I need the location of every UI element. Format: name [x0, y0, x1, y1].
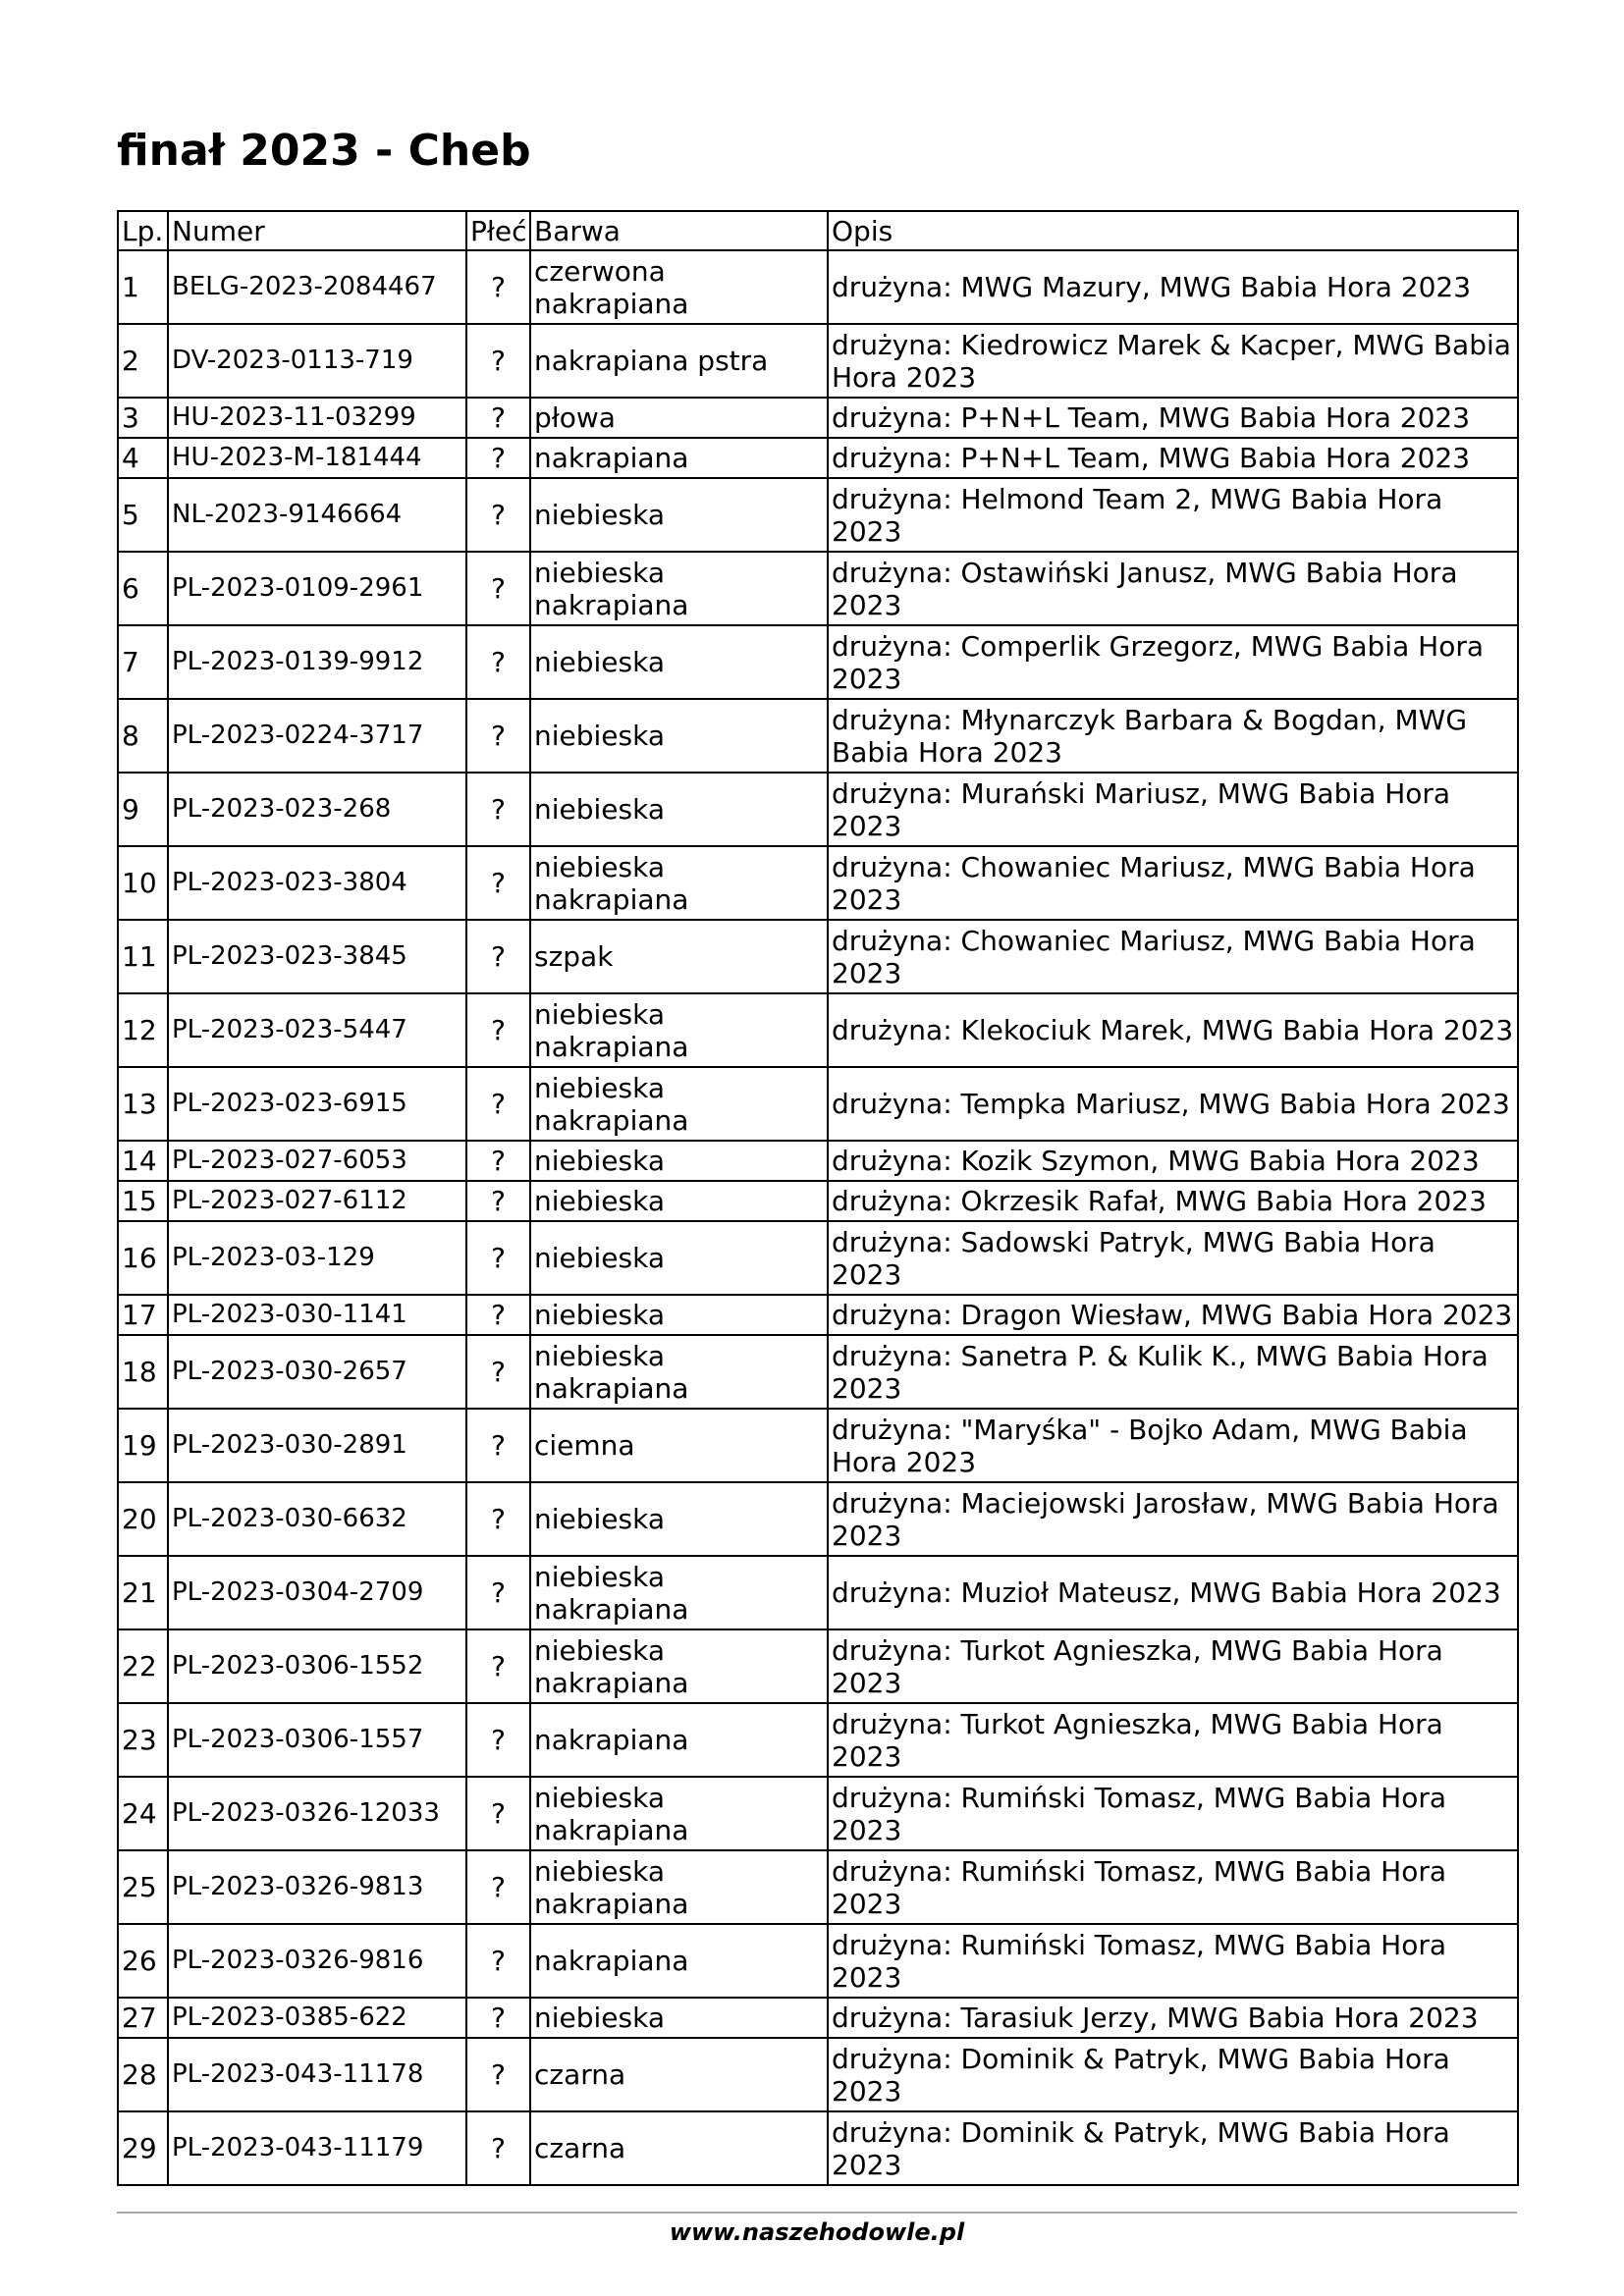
cell-opis: drużyna: Kozik Szymon, MWG Babia Hora 2023 [828, 1141, 1518, 1181]
cell-opis: drużyna: Comperlik Grzegorz, MWG Babia Hora 2023 [828, 625, 1518, 699]
cell-lp: 3 [118, 398, 168, 438]
cell-opis: drużyna: Okrzesik Rafał, MWG Babia Hora 2023 [828, 1181, 1518, 1221]
cell-plec: ? [466, 1924, 530, 1998]
table-row [118, 1924, 1518, 1998]
table-row [118, 1335, 1518, 1409]
cell-lp: 4 [118, 438, 168, 478]
cell-plec: ? [466, 438, 530, 478]
cell-opis: drużyna: Turkot Agnieszka, MWG Babia Hora 2023 [828, 1629, 1518, 1703]
table-row [118, 1777, 1518, 1850]
table-row [118, 478, 1518, 552]
cell-plec: ? [466, 398, 530, 438]
cell-opis: drużyna: Turkot Agnieszka, MWG Babia Hora 2023 [828, 1703, 1518, 1777]
cell-opis: drużyna: Tarasiuk Jerzy, MWG Babia Hora 2023 [828, 1998, 1518, 2038]
cell-opis: drużyna: Młynarczyk Barbara & Bogdan, MWG Babia Hora 2023 [828, 699, 1518, 773]
pigeon-table [117, 210, 1519, 2186]
cell-barwa: niebieska nakrapiana [530, 1777, 828, 1850]
cell-lp: 23 [118, 1703, 168, 1777]
footer-url: www.naszehodowle.pl [669, 2218, 965, 2246]
cell-numer: PL-2023-0109-2961 [168, 552, 466, 625]
table-row [118, 2111, 1518, 2185]
cell-plec: ? [466, 1221, 530, 1295]
cell-barwa: niebieska nakrapiana [530, 1629, 828, 1703]
header-numer: Numer [168, 211, 466, 250]
table-header-row [118, 211, 1518, 250]
cell-barwa: niebieska [530, 1181, 828, 1221]
cell-barwa: niebieska nakrapiana [530, 552, 828, 625]
cell-numer: PL-2023-0326-12033 [168, 1777, 466, 1850]
cell-numer: PL-2023-030-6632 [168, 1482, 466, 1556]
cell-barwa: czerwona nakrapiana [530, 250, 828, 324]
table-row [118, 1850, 1518, 1924]
table-row [118, 1067, 1518, 1141]
cell-plec: ? [466, 1998, 530, 2038]
cell-barwa: niebieska nakrapiana [530, 846, 828, 920]
cell-opis: drużyna: Dominik & Patryk, MWG Babia Hora 2023 [828, 2111, 1518, 2185]
cell-barwa: niebieska nakrapiana [530, 1556, 828, 1629]
cell-numer: PL-2023-0304-2709 [168, 1556, 466, 1629]
cell-plec: ? [466, 1482, 530, 1556]
cell-barwa: niebieska [530, 1141, 828, 1181]
table-row [118, 625, 1518, 699]
cell-numer: PL-2023-0139-9912 [168, 625, 466, 699]
cell-barwa: niebieska [530, 773, 828, 846]
table-row [118, 1482, 1518, 1556]
cell-lp: 16 [118, 1221, 168, 1295]
table-row [118, 1629, 1518, 1703]
cell-barwa: nakrapiana [530, 438, 828, 478]
table-row [118, 1409, 1518, 1482]
cell-lp: 19 [118, 1409, 168, 1482]
header-barwa: Barwa [530, 211, 828, 250]
cell-plec: ? [466, 1777, 530, 1850]
cell-lp: 24 [118, 1777, 168, 1850]
cell-plec: ? [466, 1629, 530, 1703]
cell-numer: PL-2023-0326-9816 [168, 1924, 466, 1998]
cell-plec: ? [466, 1556, 530, 1629]
cell-opis: drużyna: P+N+L Team, MWG Babia Hora 2023 [828, 438, 1518, 478]
footer-divider [117, 2212, 1517, 2214]
cell-barwa: niebieska [530, 699, 828, 773]
table-row [118, 846, 1518, 920]
cell-barwa: niebieska nakrapiana [530, 993, 828, 1067]
cell-opis: drużyna: Sadowski Patryk, MWG Babia Hora 2023 [828, 1221, 1518, 1295]
table-row [118, 1181, 1518, 1221]
table-row [118, 920, 1518, 993]
cell-numer: PL-2023-023-3804 [168, 846, 466, 920]
cell-barwa: nakrapiana pstra [530, 324, 828, 398]
cell-lp: 25 [118, 1850, 168, 1924]
table-row [118, 993, 1518, 1067]
cell-opis: drużyna: P+N+L Team, MWG Babia Hora 2023 [828, 398, 1518, 438]
cell-numer: PL-2023-0306-1552 [168, 1629, 466, 1703]
cell-opis: drużyna: Murański Mariusz, MWG Babia Hora 2023 [828, 773, 1518, 846]
cell-opis: drużyna: Dominik & Patryk, MWG Babia Hora 2023 [828, 2038, 1518, 2111]
cell-opis: drużyna: Kiedrowicz Marek & Kacper, MWG Babia Hora 2023 [828, 324, 1518, 398]
cell-plec: ? [466, 2111, 530, 2185]
cell-numer: PL-2023-023-6915 [168, 1067, 466, 1141]
cell-numer: PL-2023-03-129 [168, 1221, 466, 1295]
cell-numer: PL-2023-043-11178 [168, 2038, 466, 2111]
cell-numer: PL-2023-0385-622 [168, 1998, 466, 2038]
cell-opis: drużyna: Muzioł Mateusz, MWG Babia Hora 2023 [828, 1556, 1518, 1629]
cell-numer: HU-2023-M-181444 [168, 438, 466, 478]
cell-barwa: niebieska nakrapiana [530, 1335, 828, 1409]
table-row [118, 438, 1518, 478]
cell-barwa: ciemna [530, 1409, 828, 1482]
cell-plec: ? [466, 1295, 530, 1335]
cell-opis: drużyna: "Maryśka" - Bojko Adam, MWG Babia Hora 2023 [828, 1409, 1518, 1482]
cell-numer: PL-2023-043-11179 [168, 2111, 466, 2185]
header-opis: Opis [828, 211, 1518, 250]
cell-opis: drużyna: Dragon Wiesław, MWG Babia Hora 2023 [828, 1295, 1518, 1335]
cell-barwa: niebieska [530, 1295, 828, 1335]
cell-plec: ? [466, 1409, 530, 1482]
cell-lp: 5 [118, 478, 168, 552]
table-row [118, 2038, 1518, 2111]
cell-lp: 10 [118, 846, 168, 920]
cell-opis: drużyna: Chowaniec Mariusz, MWG Babia Hora 2023 [828, 846, 1518, 920]
header-lp: Lp. [118, 211, 168, 250]
table-row [118, 250, 1518, 324]
cell-numer: PL-2023-023-268 [168, 773, 466, 846]
cell-plec: ? [466, 1850, 530, 1924]
cell-opis: drużyna: MWG Mazury, MWG Babia Hora 2023 [828, 250, 1518, 324]
cell-barwa: niebieska [530, 1998, 828, 2038]
cell-barwa: niebieska [530, 625, 828, 699]
cell-numer: PL-2023-023-5447 [168, 993, 466, 1067]
page-title: finał 2023 - Cheb [117, 126, 531, 176]
cell-lp: 12 [118, 993, 168, 1067]
cell-plec: ? [466, 1181, 530, 1221]
cell-barwa: szpak [530, 920, 828, 993]
table-row [118, 1703, 1518, 1777]
table-row [118, 773, 1518, 846]
cell-numer: BELG-2023-2084467 [168, 250, 466, 324]
cell-lp: 13 [118, 1067, 168, 1141]
cell-plec: ? [466, 1335, 530, 1409]
cell-numer: PL-2023-0306-1557 [168, 1703, 466, 1777]
cell-opis: drużyna: Helmond Team 2, MWG Babia Hora 2023 [828, 478, 1518, 552]
cell-opis: drużyna: Klekociuk Marek, MWG Babia Hora 2023 [828, 993, 1518, 1067]
table-row [118, 699, 1518, 773]
cell-lp: 2 [118, 324, 168, 398]
cell-numer: PL-2023-027-6112 [168, 1181, 466, 1221]
cell-lp: 14 [118, 1141, 168, 1181]
cell-plec: ? [466, 552, 530, 625]
cell-lp: 21 [118, 1556, 168, 1629]
table-row [118, 1556, 1518, 1629]
cell-plec: ? [466, 1067, 530, 1141]
cell-opis: drużyna: Sanetra P. & Kulik K., MWG Babia Hora 2023 [828, 1335, 1518, 1409]
cell-plec: ? [466, 773, 530, 846]
cell-plec: ? [466, 1141, 530, 1181]
cell-lp: 8 [118, 699, 168, 773]
table-row [118, 398, 1518, 438]
table-row [118, 552, 1518, 625]
cell-opis: drużyna: Tempka Mariusz, MWG Babia Hora 2023 [828, 1067, 1518, 1141]
cell-lp: 7 [118, 625, 168, 699]
cell-plec: ? [466, 478, 530, 552]
cell-lp: 15 [118, 1181, 168, 1221]
table-row [118, 1295, 1518, 1335]
cell-plec: ? [466, 625, 530, 699]
cell-lp: 26 [118, 1924, 168, 1998]
cell-opis: drużyna: Ostawiński Janusz, MWG Babia Hora 2023 [828, 552, 1518, 625]
cell-plec: ? [466, 250, 530, 324]
cell-opis: drużyna: Rumiński Tomasz, MWG Babia Hora 2023 [828, 1777, 1518, 1850]
cell-barwa: nakrapiana [530, 1924, 828, 1998]
cell-lp: 6 [118, 552, 168, 625]
cell-lp: 28 [118, 2038, 168, 2111]
cell-lp: 11 [118, 920, 168, 993]
cell-barwa: czarna [530, 2038, 828, 2111]
cell-lp: 9 [118, 773, 168, 846]
cell-numer: PL-2023-023-3845 [168, 920, 466, 993]
table-row [118, 1141, 1518, 1181]
cell-lp: 27 [118, 1998, 168, 2038]
cell-barwa: niebieska [530, 1482, 828, 1556]
cell-barwa: niebieska [530, 1221, 828, 1295]
cell-numer: NL-2023-9146664 [168, 478, 466, 552]
cell-numer: PL-2023-030-2657 [168, 1335, 466, 1409]
cell-plec: ? [466, 699, 530, 773]
cell-lp: 1 [118, 250, 168, 324]
table-row [118, 1998, 1518, 2038]
cell-barwa: niebieska [530, 478, 828, 552]
header-plec: Płeć [466, 211, 530, 250]
cell-numer: PL-2023-030-1141 [168, 1295, 466, 1335]
table-row [118, 324, 1518, 398]
cell-barwa: nakrapiana [530, 1703, 828, 1777]
cell-lp: 18 [118, 1335, 168, 1409]
cell-barwa: niebieska nakrapiana [530, 1067, 828, 1141]
cell-barwa: czarna [530, 2111, 828, 2185]
table-row [118, 1221, 1518, 1295]
cell-plec: ? [466, 1703, 530, 1777]
cell-plec: ? [466, 993, 530, 1067]
cell-plec: ? [466, 324, 530, 398]
cell-lp: 22 [118, 1629, 168, 1703]
cell-plec: ? [466, 846, 530, 920]
cell-numer: PL-2023-027-6053 [168, 1141, 466, 1181]
cell-opis: drużyna: Rumiński Tomasz, MWG Babia Hora 2023 [828, 1924, 1518, 1998]
cell-lp: 20 [118, 1482, 168, 1556]
cell-plec: ? [466, 2038, 530, 2111]
cell-opis: drużyna: Chowaniec Mariusz, MWG Babia Hora 2023 [828, 920, 1518, 993]
cell-lp: 17 [118, 1295, 168, 1335]
cell-opis: drużyna: Rumiński Tomasz, MWG Babia Hora 2023 [828, 1850, 1518, 1924]
cell-numer: PL-2023-0326-9813 [168, 1850, 466, 1924]
cell-barwa: płowa [530, 398, 828, 438]
cell-lp: 29 [118, 2111, 168, 2185]
cell-numer: PL-2023-0224-3717 [168, 699, 466, 773]
cell-plec: ? [466, 920, 530, 993]
cell-numer: DV-2023-0113-719 [168, 324, 466, 398]
cell-opis: drużyna: Maciejowski Jarosław, MWG Babia Hora 2023 [828, 1482, 1518, 1556]
cell-numer: HU-2023-11-03299 [168, 398, 466, 438]
cell-barwa: niebieska nakrapiana [530, 1850, 828, 1924]
cell-numer: PL-2023-030-2891 [168, 1409, 466, 1482]
